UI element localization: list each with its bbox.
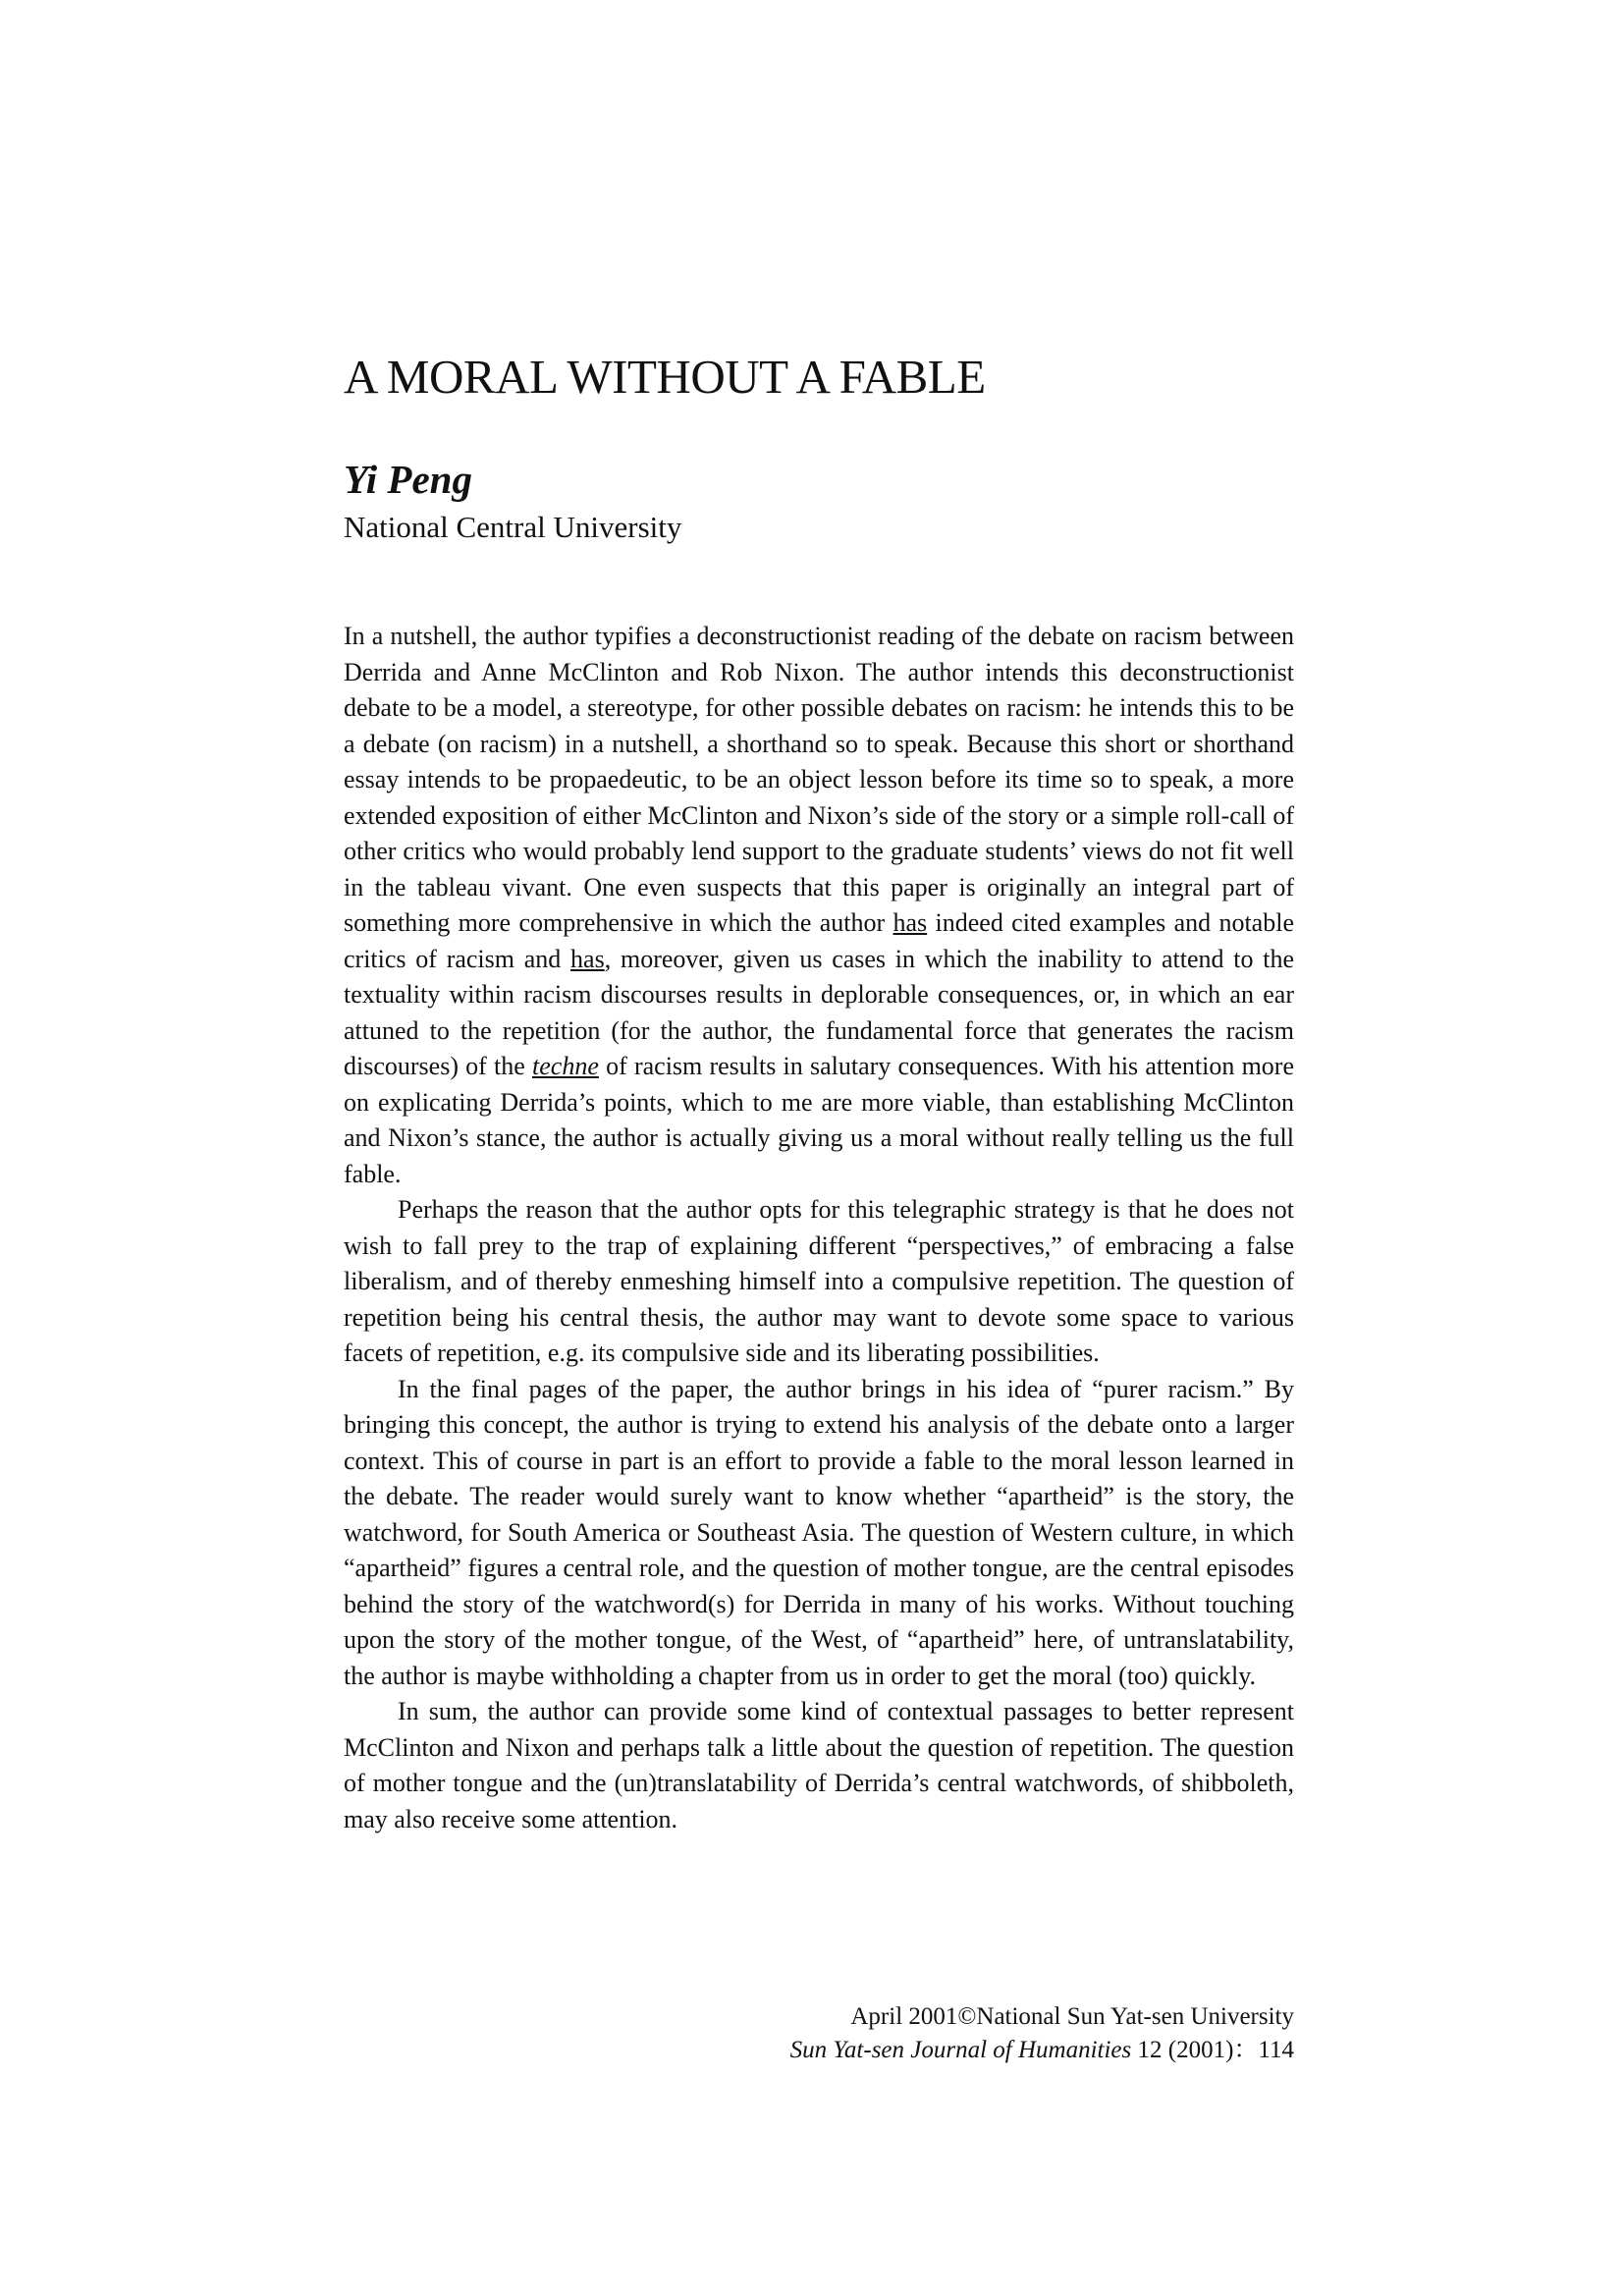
underlined-techne: techne: [532, 1052, 599, 1080]
article-title: A MORAL WITHOUT A FABLE: [344, 350, 986, 404]
paragraph-1: [344, 619, 1294, 1192]
paragraph-4: In sum, the author can provide some kind of contextual passages to better represent McClinton and Nixon and perhaps talk a little about the question of repetition. The question of mother tongue and the (un)translatability of Derrida’s central watchwords, of shibboleth, may also receive some attention.: [344, 1697, 1294, 1833]
page-footer: [790, 2000, 1294, 2067]
paragraph-1-text-d: of racism results in salutary consequences. With his attention more on explicating Derrida’s points, which to me are more viable, than establishing McClinton and Nixon’s stance, the author is actually giving us a moral without really telling us the full fable.: [344, 1052, 1294, 1188]
journal-name: Sun Yat-sen Journal of Humanities: [789, 2037, 1132, 2063]
paragraph-2: Perhaps the reason that the author opts for this telegraphic strategy is that he does not wish to fall prey to the trap of explaining different “perspectives,” of embracing a false liberalism, and of thereby enmeshing himself into a compulsive repetition. The question of repetition being his central thesis, the author may want to devote some space to various facets of repetition, e.g. its compulsive side and its liberating possibilities.: [344, 1195, 1294, 1367]
author-affiliation: National Central University: [344, 510, 682, 544]
author-name: Yi Peng: [344, 457, 472, 502]
volume-page: 12 (2001)：114: [1131, 2037, 1294, 2063]
underlined-has-1: has: [893, 908, 928, 937]
copyright-line: April 2001©National Sun Yat-sen University: [850, 2003, 1294, 2030]
citation-line: [790, 2034, 1294, 2067]
paragraph-1-text-b: indeed cited examples and notable critics of racism and: [344, 908, 1294, 973]
underlined-has-2: has: [570, 944, 605, 973]
paragraph-1-text-a: In a nutshell, the author typifies a deconstructionist reading of the debate on racism between Derrida and Anne McClinton and Rob Nixon. The author intends this deconstructionist debate to be a model, a stereotype, for other possible debates on racism: he intends this to be a debate (on racism) in a nutshell, a shorthand so to speak. Because this short or shorthand essay intends to be propaedeutic, to be an object lesson before its time so to speak, a more extended exposition of either McClinton and Nixon’s side of the story or a simple roll-call of other critics who would probably lend support to the graduate students’ views do not fit well in the tableau vivant. One even suspects that this paper is originally an integral part of something more comprehensive in which the author: [344, 622, 1294, 937]
paragraph-1-text-c: , moreover, given us cases in which the inability to attend to the textuality within racism discourses results in deplorable consequences, or, in which an ear attuned to the repetition (for the author, the fundamental force that generates the racism discourses) of the: [344, 944, 1294, 1080]
article-body: [344, 619, 1294, 1837]
paragraph-3: In the final pages of the paper, the author brings in his idea of “purer racism.” By bringing this concept, the author is trying to extend his analysis of the debate onto a larger context. This of course in part is an effort to provide a fable to the moral lesson learned in the debate. The reader would surely want to know whether “apartheid” is the story, the watchword, for South America or Southeast Asia. The question of Western culture, in which “apartheid” figures a central role, and the question of mother tongue, are the central episodes behind the story of the watchword(s) for Derrida in many of his works. Without touching upon the story of the mother tongue, of the West, of “apartheid” here, of untranslatability, the author is maybe withholding a chapter from us in order to get the moral (too) quickly.: [344, 1374, 1294, 1690]
